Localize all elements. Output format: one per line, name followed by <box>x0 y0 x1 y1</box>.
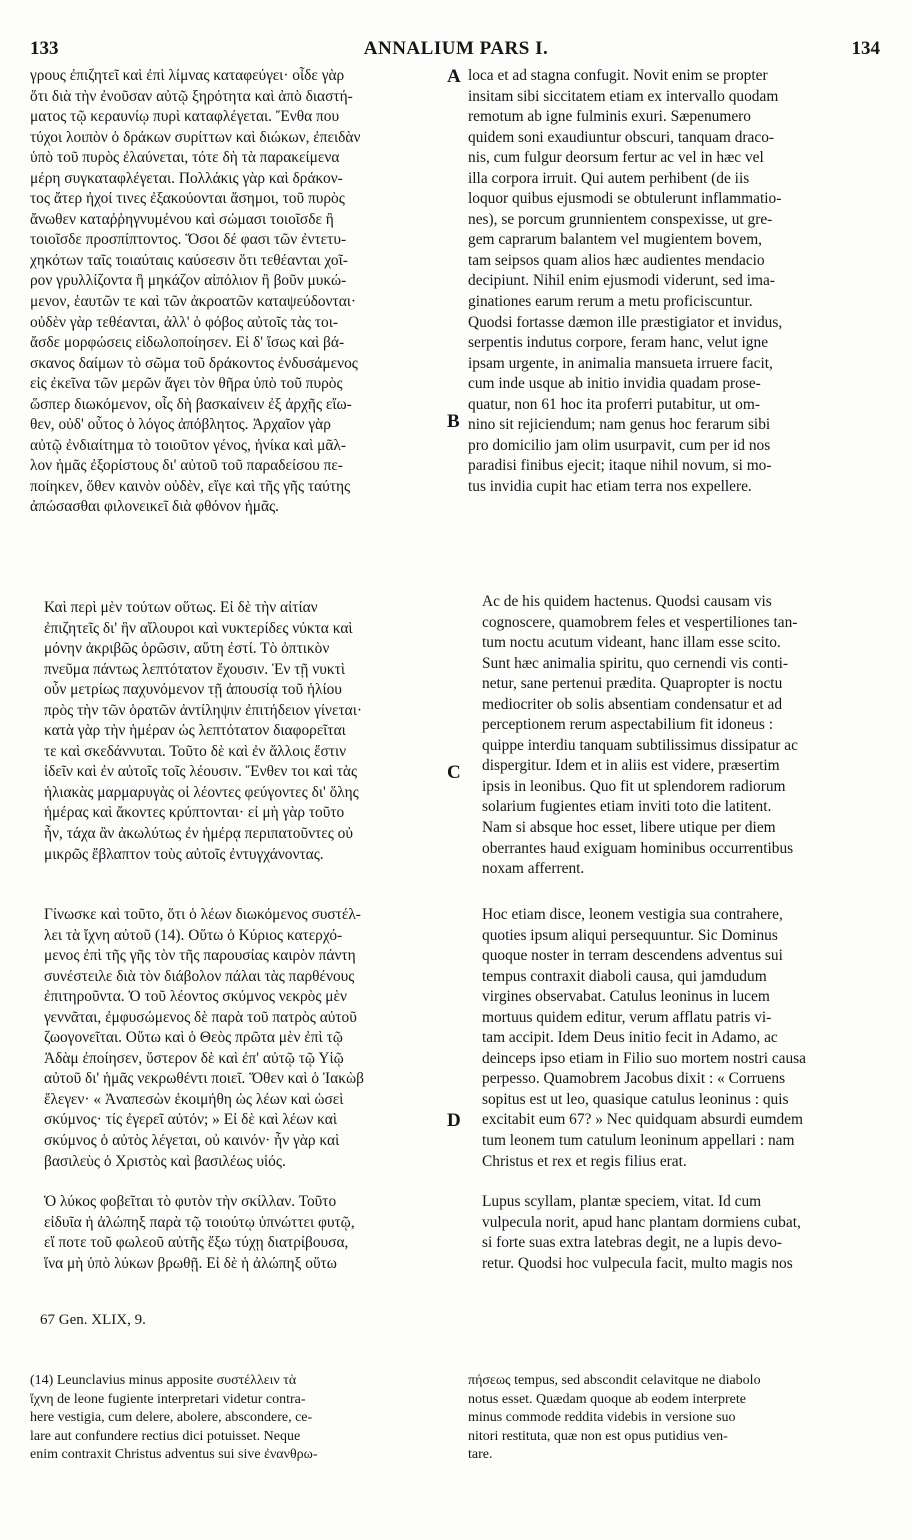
page-number-right: 134 <box>851 38 880 59</box>
text-line: ὅτι διὰ τὴν ἐνοῦσαν αὐτῷ ξηρότητα καὶ ἀπὸ διαστή- <box>30 87 353 105</box>
text-line: Quodsi fortasse dæmon ille præstigiator et invidus, <box>468 313 783 331</box>
text-line: τε καὶ σκεδάννυται. Τοῦτο δὲ καὶ ἐν ἄλλοις ἔστιν <box>44 742 347 760</box>
greek-paragraph <box>30 66 446 518</box>
text-line: nino sit rejiciendum; nam genus hoc ferarum sibi <box>468 416 771 434</box>
text-line: θεν, οὐδ' οὗτος ὁ λόγος ἀπόβλητος. Ἀρχαῖον γὰρ <box>30 416 331 434</box>
text-line: serpentis indutus corpore, feram hanc, velut igne <box>468 334 769 352</box>
text-line: quippe interdiu tanquam subtilissimus dissipatur ac <box>482 736 798 754</box>
text-line: remotum ab igne fulminis exuri. Sæpenumero <box>468 108 751 126</box>
text-line: deinceps ipso etiam in Filio suo mortem nostri causa <box>482 1049 807 1067</box>
text-line: mortuus quidem editur, verum afflatu patris vi- <box>482 1008 772 1026</box>
text-line: ἵνα μὴ ὑπὸ λύκων βρωθῇ. Εἰ δὲ ἡ ἀλώπηξ οὕτω <box>44 1254 337 1272</box>
text-line: nes), se porcum grunnientem conspexisse, ut gre- <box>468 210 773 228</box>
text-line: (14) Leunclavius minus apposite συστέλλειν τὰ <box>30 1373 297 1388</box>
text-line: τύχοι λοιπὸν ὁ δράκων συρίττων καὶ διώκων, ἐπειδὰν <box>30 128 361 146</box>
text-line: enim contraxit Christus adventus sui sive ἐνανθρω- <box>30 1447 318 1462</box>
text-line: noxam afferrent. <box>482 860 585 878</box>
text-line: Ac de his quidem hactenus. Quodsi causam vis <box>482 593 772 610</box>
text-line: αὐτῷ ἐνδιαίτημα τὸ τοιοῦτον γένος, ἡνίκα καὶ μᾶλ- <box>30 436 346 454</box>
text-line: ἴχνη de leone fugiente interpretari videtur contra- <box>30 1391 306 1407</box>
page-number-left: 133 <box>30 38 59 59</box>
latin-paragraph <box>468 66 880 497</box>
text-line: μενος ἐπὶ τῆς γῆς τὸν τῆς παρουσίας καιρὸν πάντη <box>44 947 356 965</box>
margin-letter-c: C <box>447 762 461 783</box>
text-line: virgines observabat. Catulus leoninus in lucem <box>482 988 770 1006</box>
text-line: μενον, ἑαυτῶν τε καὶ τῶν ἀκροατῶν καταψεύδονται· <box>30 293 357 311</box>
text-line: tare. <box>468 1447 493 1462</box>
footnote-right <box>468 1372 880 1465</box>
text-line: oberrantes haud exiguam hominibus occurrentibus <box>482 839 794 857</box>
text-line: pro domicilio jam olim usurpavit, cum per id nos <box>468 436 771 454</box>
latin-paragraph <box>468 905 880 1172</box>
text-line: illa corpora irruit. Qui autem perhibent (de iis <box>468 169 750 187</box>
text-line: gem caprarum balantem vel mugientem bovem, <box>468 231 763 249</box>
greek-paragraph <box>30 1192 446 1274</box>
text-line: perceptionem rerum aspectabilium fit idoneus : <box>482 716 774 734</box>
text-line: βασιλεὺς ὁ Χριστὸς καὶ βασιλέως υἱός. <box>44 1152 286 1170</box>
text-line: εἰς ἐκεῖνα τῶν μερῶν ἄγει τὸν θῆρα ὑπὸ τοῦ πυρὸς <box>30 375 343 393</box>
text-line: ἰδεῖν καὶ ἐν αὐτοῖς τοῖς λέουσιν. Ἔνθεν τοι καὶ τὰς <box>44 763 358 781</box>
text-line: οὖν μετρίως παχυνόμενον τῇ ἀπουσίᾳ τοῦ ἡλίου <box>44 681 342 699</box>
text-line: πνεῦμα πάντως λεπτότατον ἔχουσιν. Ἐν τῇ νυκτὶ <box>44 660 345 678</box>
text-line: κατὰ γὰρ τὴν ἡμέραν ὡς λεπτότατον διαφορεῖται <box>44 722 346 740</box>
text-line: tum noctu acutum videant, hanc illam esse scito. <box>482 634 781 652</box>
text-line: ipsis in leonibus. Quo fit ut splendorem radiorum <box>482 777 786 795</box>
text-line: λον ἡμᾶς ἐξορίστους δι' αὐτοῦ τοῦ παραδείσου πε- <box>30 457 343 475</box>
text-line: ipsam urgente, in animalia mansueta irruere facit, <box>468 354 773 372</box>
latin-paragraph <box>468 1192 880 1274</box>
text-line: paradisi finibus ejecit; itaque nihil novum, si mo- <box>468 457 772 475</box>
text-line: Ἀδὰμ ἐποίησεν, ὕστερον δὲ καὶ ἐπ' αὐτῷ τῷ Υἱῷ <box>44 1049 344 1067</box>
text-line: insitam sibi siccitatem etiam ex intervallo quodam <box>468 87 779 105</box>
text-line: οὐδὲν γὰρ τεθέανται, ἀλλ' ὁ φόβος αὐτοῖς τὰς τοι- <box>30 313 339 331</box>
text-line: ὑπὸ τοῦ πυρὸς ἐλαύνεται, τότε δὴ τὰ παρακείμενα <box>30 149 340 167</box>
latin-paragraph <box>468 592 880 880</box>
text-line: Ὁ λύκος φοβεῖται τὸ φυτὸν τὴν σκίλλαν. Τοῦτο <box>44 1193 337 1210</box>
text-line: πήσεως tempus, sed abscondit celavitque ne diabolo <box>468 1373 761 1388</box>
footnote-left <box>30 1372 448 1465</box>
text-line: γρους ἐπιζητεῖ καὶ ἐπὶ λίμνας καταφεύγει· οἶδε γὰρ <box>30 67 345 84</box>
text-line: ὥσπερ διωκόμενον, οἷς δὴ βασκαίνειν ἐξ ἀρχῆς εἴω- <box>30 395 352 413</box>
text-line: excitabit eum 67? » Nec quidquam absurdi eumdem <box>482 1111 803 1129</box>
text-line: λει τὰ ἴχνη αὐτοῦ (14). Οὕτω ὁ Κύριος κατερχό- <box>44 926 343 944</box>
text-line: Nam si absque hoc esset, libere utique per diem <box>482 819 776 837</box>
text-line: ρον γρυλλίζοντα ἢ μηκάζον αἰπόλιον ἢ βοῦν μυκώ- <box>30 272 347 290</box>
text-line: Καὶ περὶ μὲν τούτων οὕτως. Εἰ δὲ τὴν αἰτίαν <box>44 599 318 616</box>
greek-paragraph <box>30 598 446 865</box>
text-line: decipiunt. Nihil enim ejusmodi viderunt, sed ima- <box>468 272 775 290</box>
text-line: ἦν, τάχα ἂν ἀκωλύτως ἐν ἡμέρᾳ περιπατοῦντες οὐ <box>44 825 353 843</box>
text-line: perpesso. Quamobrem Jacobus dixit : « Corruens <box>482 1070 786 1088</box>
text-line: Hoc etiam disce, leonem vestigia sua contrahere, <box>482 906 783 923</box>
text-line: ἀπώσασθαι φιλονεικεῖ διὰ φθόνον ἡμᾶς. <box>30 498 280 516</box>
text-line: ἡμέρας καὶ ἄκοντες κρύπτονται· εἰ μὴ γὰρ τοῦτο <box>44 804 345 822</box>
text-line: ζωογονεῖται. Οὕτω καὶ ὁ Θεὸς πρῶτα μὲν ἐπὶ τῷ <box>44 1029 343 1047</box>
text-line: ἐπιζητεῖς δι' ἣν αἴλουροι καὶ νυκτερίδες νύκτα καὶ <box>44 619 353 637</box>
text-line: tempus contraxit diaboli causa, qui jamdudum <box>482 967 767 985</box>
text-line: Γίνωσκε καὶ τοῦτο, ὅτι ὁ λέων διωκόμενος συστέλ- <box>44 906 361 923</box>
text-line: si forte suas extra latebras degit, ne a lupis devo- <box>482 1234 783 1252</box>
text-line: tus invidia cupit hac etiam terra nos expellere. <box>468 477 752 495</box>
text-line: mediocriter ob solis absentiam condensatur et ad <box>482 695 783 713</box>
text-line: loca et ad stagna confugit. Novit enim se propter <box>468 67 768 84</box>
text-line: ματος τῷ κεραυνίῳ πυρὶ καταφλέγεται. Ἔνθα που <box>30 108 340 126</box>
text-line: εἰδυῖα ἡ ἀλώπηξ παρὰ τῷ τοιούτῳ ὑπνώττει φυτῷ, <box>44 1213 355 1231</box>
text-line: εἴ ποτε τοῦ φωλεοῦ αὐτῆς ἔξω τύχῃ διατρίβουσα, <box>44 1234 349 1252</box>
text-line: nitori restituta, quæ non est opus putidius ven- <box>468 1428 728 1444</box>
text-line: Christus et rex et regis filius erat. <box>482 1152 687 1170</box>
text-line: αὐτοῦ δι' ἡμᾶς νεκρωθέντι ποιεῖ. Ὅθεν καὶ ὁ Ἰακὼβ <box>44 1070 364 1088</box>
footnote-reference: 67 Gen. XLIX, 9. <box>40 1312 146 1328</box>
text-line: ἔλεγεν· « Ἀναπεσὼν ἐκοιμήθη ὡς λέων καὶ ὡσεὶ <box>44 1090 344 1108</box>
margin-letter-d: D <box>447 1110 461 1131</box>
text-line: μικρῶς ἔβλαπτον τοὺς αὐτοῖς ἐντυγχάνοντας. <box>44 845 324 863</box>
text-line: χηκότων ταῖς τοιαύταις καύσεσιν ὅτι τεθέανται χοῖ- <box>30 251 348 269</box>
text-line: σκύμνος ὁ αὐτὸς λέγεται, οὐ καινόν· ἦν γὰρ καὶ <box>44 1132 340 1150</box>
margin-letter-b: B <box>447 411 460 432</box>
text-line: ἄσδε μορφώσεις εἰδωλοποίησεν. Εἰ δ' ἴσως καὶ βά- <box>30 334 345 352</box>
margin-letter-a: A <box>447 66 461 87</box>
text-line: quoties ipsum aliqui persequuntur. Sic Dominus <box>482 926 778 944</box>
text-line: minus commode reddita videbis in versione suo <box>468 1410 736 1425</box>
text-line: tum leonem tum catulum leoninum appellari : nam <box>482 1132 795 1150</box>
text-line: cum inde usque ab initio invidia quadam prose- <box>468 375 761 393</box>
text-line: Sunt hæc animalia spiritu, quo cernendi vis conti- <box>482 654 789 672</box>
text-line: ποίηκεν, ὅθεν καινὸν οὐδὲν, εἴγε καὶ τῆς γῆς ταύτης <box>30 477 351 495</box>
text-line: tam seipsos quam alios hæc audientes mendacio <box>468 251 765 269</box>
text-line: quoque noster in terram descendens adventus sui <box>482 947 783 965</box>
text-line: τοιοῖσδε προσπίπτοντος. Ὅσοι δέ φασι τῶν ἐντετυ- <box>30 231 347 249</box>
running-title: ANNALIUM PARS I. <box>363 38 549 59</box>
text-line: τος ἄτερ ἠχοί τινες ἐξακούονται ἄσημοι, τοῦ πυρὸς <box>30 190 345 208</box>
text-line: quatur, non 61 hoc ita proferri putabitur, ut om- <box>468 395 760 413</box>
text-line: σκανος δαίμων τὸ σῶμα τοῦ δράκοντος ἐνδυσάμενος <box>30 354 358 372</box>
greek-paragraph <box>30 905 446 1172</box>
text-line: notus esset. Quædam quoque ab eodem interprete <box>468 1391 746 1407</box>
text-line: here vestigia, cum delere, abolere, abscondere, ce- <box>30 1410 313 1425</box>
text-line: ἐπιτηροῦντα. Ὁ τοῦ λέοντος σκύμνος νεκρὸς μὲν <box>44 988 347 1006</box>
text-line: πρὸς τὴν τῶν ὁρατῶν ἀντίληψιν ἐπιτήδειον γίνεται· <box>44 701 362 719</box>
text-line: retur. Quodsi hoc vulpecula facit, multo magis nos <box>482 1254 793 1272</box>
text-line: quidem soni exaudiuntur obscuri, tanquam draco- <box>468 128 775 146</box>
text-line: μέρη συγκαταφλέγεται. Πολλάκις γὰρ καὶ δράκον- <box>30 169 343 187</box>
text-line: γεννᾶται, ἐμφυσώμενος δὲ παρὰ τοῦ πατρὸς αὐτοῦ <box>44 1008 357 1026</box>
text-line: σκύμνος· τίς ἐγερεῖ αὐτόν; » Εἰ δὲ καὶ λέων καὶ <box>44 1111 338 1129</box>
text-line: sopitus est ut leo, quasique catulus leoninus : quis <box>482 1090 789 1108</box>
text-line: loquor quibus ejusmodi se obtulerunt inflammatio- <box>468 190 782 208</box>
text-line: vulpecula norit, apud hanc plantam dormiens cubat, <box>482 1213 801 1231</box>
text-line: lare aut confundere rectius dici potuisset. Neque <box>30 1428 301 1444</box>
text-line: Lupus scyllam, plantæ speciem, vitat. Id cum <box>482 1193 762 1210</box>
text-line: netur, sane pertenui prædita. Quapropter is noctu <box>482 675 783 693</box>
text-line: cognoscere, quamobrem feles et vespertiliones tan- <box>482 613 798 631</box>
text-line: dispergitur. Idem et in aliis est videre, præsertim <box>482 757 780 775</box>
text-line: solarium fugientes etiam inviti toto die latitent. <box>482 798 772 816</box>
text-line: nis, cum fulgur deorsum fertur ac vel in hæc vel <box>468 149 764 167</box>
text-line: ἄνωθεν καταῤῥηγνυμένου καὶ σώμασι τοιοῖσδε ἢ <box>30 210 334 228</box>
text-line: ginationes earum rerum a metu proficiscuntur. <box>468 293 753 311</box>
text-line: συνέστειλε διὰ τὸν διάβολον πάλαι τὰς παρθένους <box>44 967 355 985</box>
text-line: tam accipit. Idem Deus initio fecit in Adamo, ac <box>482 1029 778 1047</box>
text-line: ἡλιακὰς μαρμαρυγὰς οἱ λέοντες φεύγοντες δι' ὅλης <box>44 783 359 801</box>
text-line: μόνην ἀκριβῶς ὁρῶσιν, αὕτη ἐστί. Τὸ ὀπτικὸν <box>44 640 330 658</box>
